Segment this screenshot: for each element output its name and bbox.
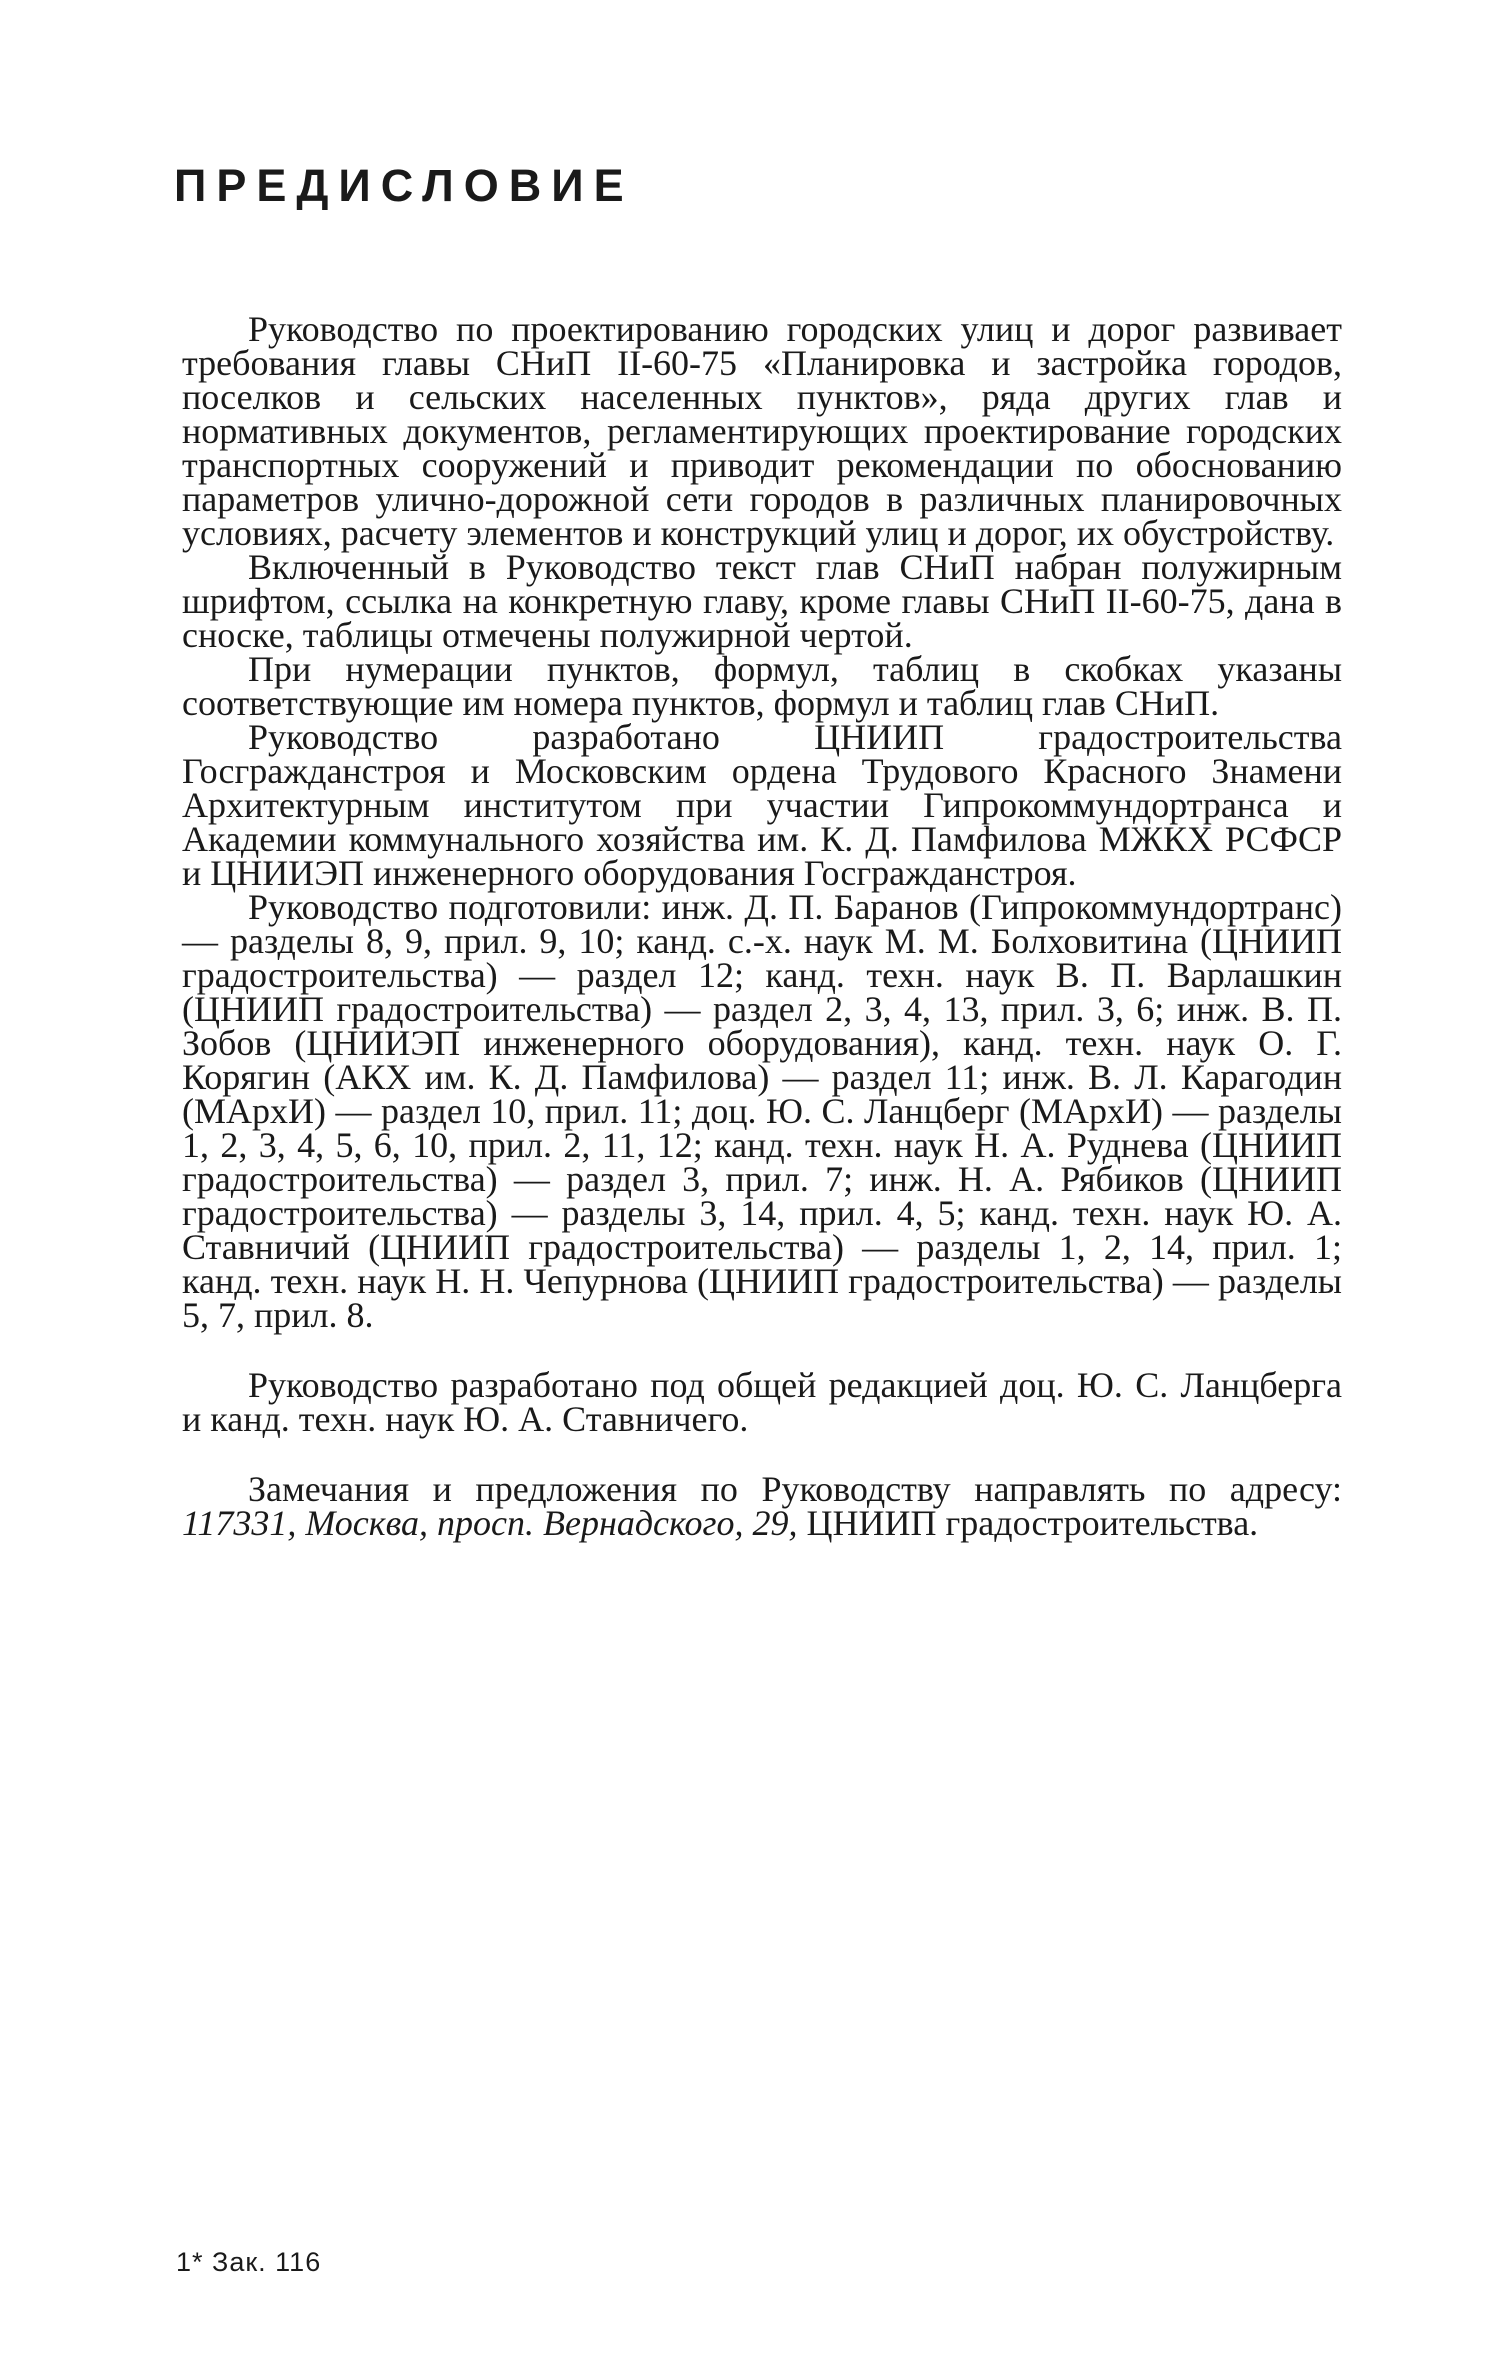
page-title: ПРЕДИСЛОВИЕ bbox=[174, 160, 634, 211]
print-order-mark: 1* Зак. 116 bbox=[176, 2247, 322, 2277]
paragraph-editors: Руководство разработано под общей редакцией доц. Ю. С. Ланцберга и канд. техн. наук Ю. А. Ставничего. bbox=[182, 1365, 1342, 1439]
paragraph-typography-note: Включенный в Руководство текст глав СНиП набран полужирным шрифтом, ссылка на конкретную главу, кроме главы СНиП II-60-75, дана в сноске, таблицы отмечены полужирной чертой. bbox=[182, 547, 1342, 655]
feedback-recipient: ЦНИИП градостроительства. bbox=[797, 1503, 1259, 1543]
feedback-text: Замечания и предложения по Руководству направлять по адресу: bbox=[248, 1469, 1342, 1509]
paragraph-gap bbox=[182, 1332, 1342, 1368]
paragraph-feedback bbox=[182, 1469, 1342, 1543]
paragraph-authors: Руководство подготовили: инж. Д. П. Баранов (Гипрокоммундортранс) — разделы 8, 9, прил. 9, 10; канд. с.-х. наук М. М. Болховитина (ЦНИИП градостроительства) — раздел 12; канд. техн. наук В. П. Варлашкин (ЦНИИП градостроительства) — раздел 2, 3, 4, 13, прил. 3, 6; инж. В. П. Зобов (ЦНИИЭП инженерного оборудования), канд. техн. наук О. Г. Корягин (АКХ им. К. Д. Памфилова) — раздел 11; инж. В. Л. Карагодин (МАрхИ) — раздел 10, прил. 11; доц. Ю. С. Ланцберг (МАрхИ) — разделы 1, 2, 3, 4, 5, 6, 10, прил. 2, 11, 12; канд. техн. наук Н. А. Руднева (ЦНИИП градостроительства) — раздел 3, прил. 7; инж. Н. А. Рябиков (ЦНИИП градостроительства) — разделы 3, 14, прил. 4, 5; канд. техн. наук Ю. А. Ставничий (ЦНИИП градостроительства) — разделы 1, 2, 14, прил. 1; канд. техн. наук Н. Н. Чепурнова (ЦНИИП градостроительства) — разделы 5, 7, прил. 8. bbox=[182, 887, 1342, 1335]
preface-body bbox=[182, 309, 1342, 1543]
paragraph-scope: Руководство по проектированию городских улиц и дорог развивает требования главы СНиП II-60-75 «Планировка и застройка городов, поселков и сельских населенных пунктов», ряда других глав и нормативных документов, регламентирующих проектирование городских транспортных сооружений и приводит рекомендации по обоснованию параметров улично-дорожной сети городов в различных планировочных условиях, расчету элементов и конструкций улиц и дорог, их обустройству. bbox=[182, 309, 1342, 553]
paragraph-developers: Руководство разработано ЦНИИП градостроительства Госгражданстроя и Московским ордена Трудового Красного Знамени Архитектурным институтом при участии Гипрокоммундортранса и Академии коммунального хозяйства им. К. Д. Памфилова МЖКХ РСФСР и ЦНИИЭП инженерного оборудования Госгражданстроя. bbox=[182, 717, 1342, 893]
postal-address: 117331, Москва, просп. Вернадского, 29, bbox=[182, 1503, 798, 1543]
paragraph-numbering-note: При нумерации пунктов, формул, таблиц в скобках указаны соответствующие им номера пунктов, формул и таблиц глав СНиП. bbox=[182, 649, 1342, 723]
paragraph-gap bbox=[182, 1436, 1342, 1472]
